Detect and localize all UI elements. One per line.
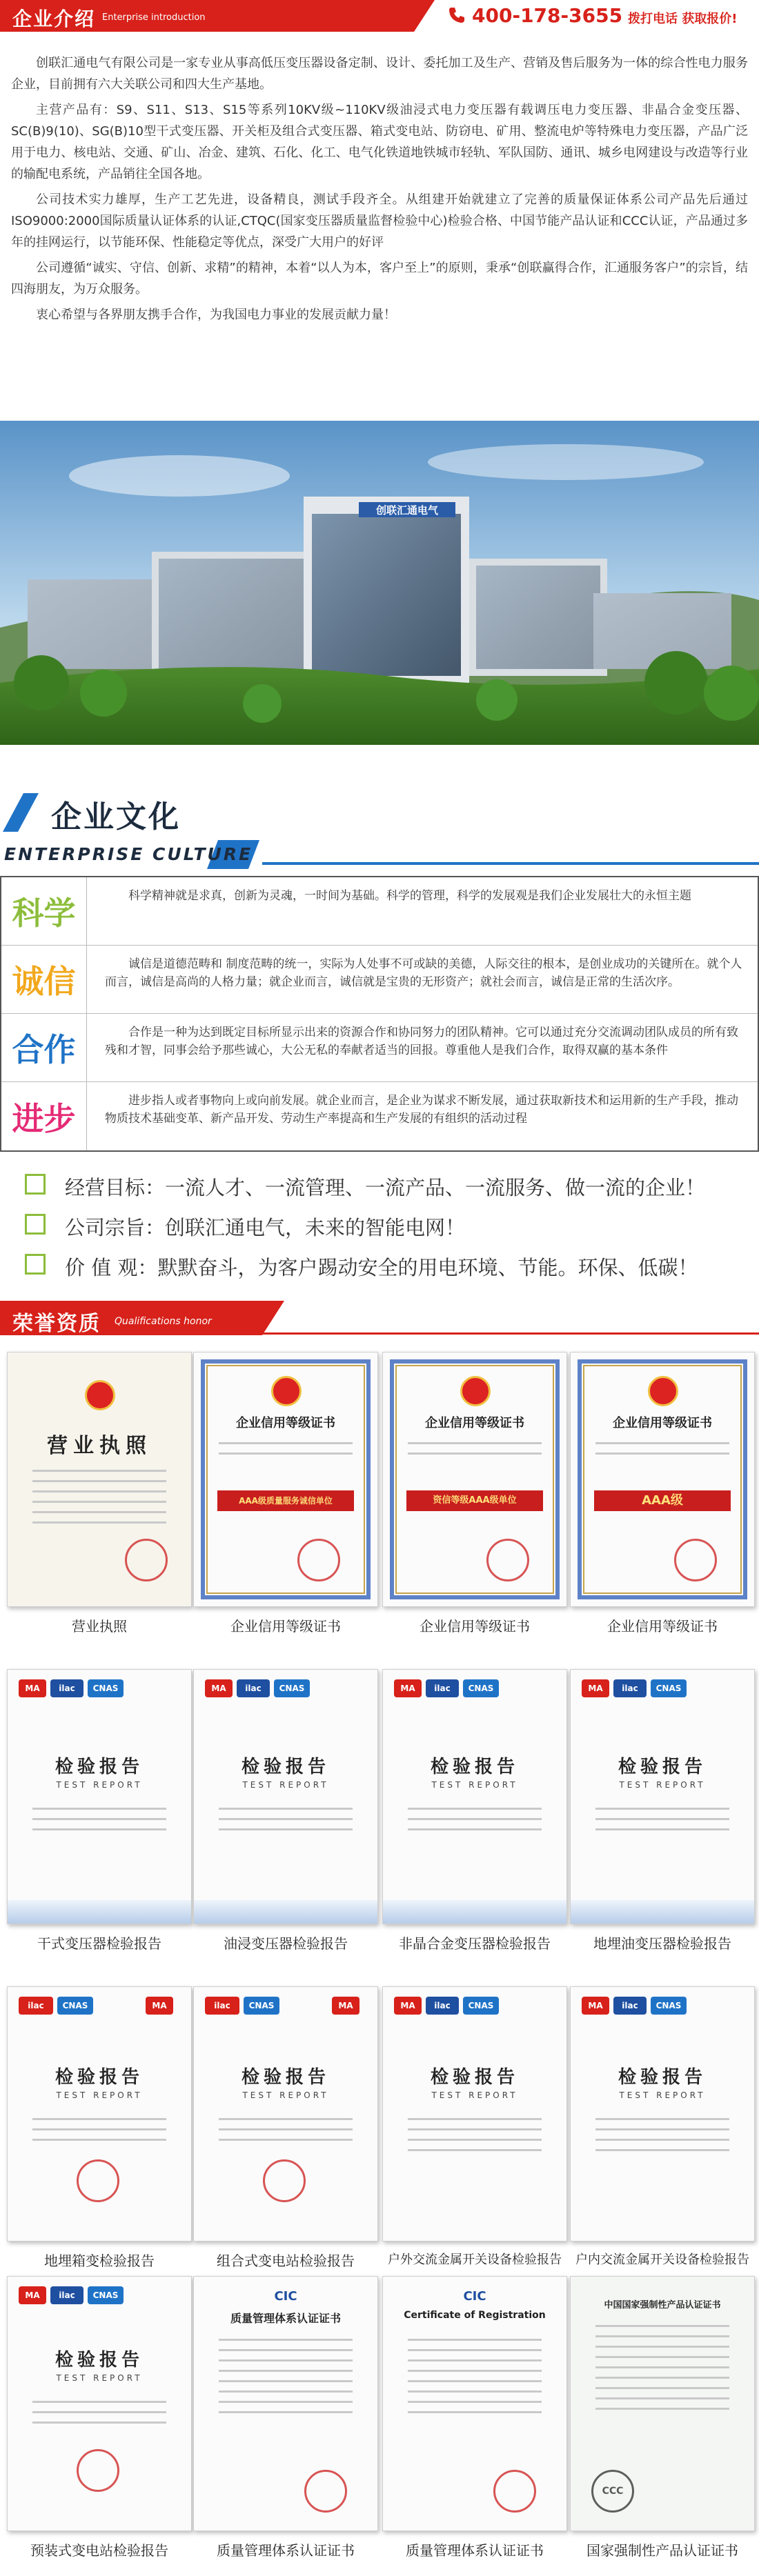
culture-row-progress — [1, 1082, 758, 1150]
culture-label: 合作 — [1, 1014, 87, 1081]
company-goals — [25, 1167, 742, 1287]
culture-label: 进步 — [1, 1082, 87, 1150]
emblem-icon — [460, 1376, 491, 1406]
ma-logo-icon: MA — [582, 1679, 609, 1697]
intro-paragraph: 衷心希望与各界朋友携手合作，为我国电力事业的发展贡献力量！ — [36, 308, 396, 322]
section-subtitle: Enterprise introduction — [102, 12, 206, 23]
honors-title: 荣誉资质 — [12, 1312, 101, 1336]
culture-title-mark-icon — [3, 793, 39, 832]
ma-logo-icon: MA — [582, 1997, 609, 2015]
ilac-mra-logo-icon: ilac — [205, 1997, 239, 2015]
certificate-test-report[interactable]: ilac CNAS MA 检验报告 TEST REPORT 地埋箱变检验报告 — [7, 1986, 192, 2241]
emblem-icon — [271, 1376, 302, 1406]
culture-description: 诚信是道德范畴和 制度范畴的统一，实际为人处事不可或缺的美德，人际交往的根本，是创业成功的关键所在。就个人而言，诚信是高尚的人格力量；就企业而言，诚信就是宝贵的无形资产；就社会而言，诚信是正常的生活次序。 — [105, 957, 742, 989]
certificate-credit-rating[interactable]: 企业信用等级证书 AAA级质量服务诚信单位 企业信用等级证书 — [193, 1352, 378, 1607]
certificate-test-report[interactable]: MA ilac CNAS 检验报告 TEST REPORT 干式变压器检验报告 — [7, 1669, 192, 1924]
culture-table — [0, 876, 759, 1152]
ilac-logo-icon: ilac — [50, 1679, 83, 1697]
cnas-logo-icon: CNAS — [244, 1997, 279, 2015]
ilac-logo-icon: ilac — [426, 1679, 459, 1697]
goal-text: 经营目标：一流人才、一流管理、一流产品、一流服务、做一流的企业！ — [65, 1176, 706, 1199]
ilac-logo-icon: ilac — [613, 1679, 647, 1697]
certificate-quality-system[interactable]: CIC 质量管理体系认证证书 质量管理体系认证证书 — [193, 2276, 378, 2531]
ma-logo-icon: MA — [394, 1997, 422, 2015]
honors-divider — [262, 1332, 759, 1335]
culture-description: 科学精神就是求真，创新为灵魂，一时间为基础。科学的管理，科学的发展观是我们企业发展壮大的永恒主题 — [128, 889, 691, 903]
certificate-caption: 干式变压器检验报告 — [37, 1935, 161, 1952]
ma-logo-icon: MA — [19, 1679, 46, 1697]
ma-logo-icon: MA — [332, 1997, 359, 2015]
culture-description: 合作是一种为达到既定目标所显示出来的资源合作和协同努力的团队精神。它可以通过充分交流调动团队成员的所有致残和才智，同事会给予那些诚心，大公无私的奉献者适当的回报。尊重他人是我们合作，取得双赢的基本条件 — [105, 1026, 738, 1057]
official-stamp-icon — [77, 2159, 119, 2202]
certificate-caption: 质量管理体系认证证书 — [217, 2542, 355, 2559]
certificate-credit-rating[interactable]: 企业信用等级证书 资信等级AAA级单位 企业信用等级证书 — [382, 1352, 567, 1607]
culture-row-cooperation — [1, 1014, 758, 1082]
section-title: 企业介绍 — [12, 8, 96, 30]
official-stamp-icon — [125, 1539, 168, 1581]
certificate-test-report[interactable]: MA ilac CNAS 检验报告 TEST REPORT 户内交流金属开关设备检验报告 — [570, 1986, 755, 2241]
certificate-caption: 地埋油变压器检验报告 — [593, 1935, 731, 1952]
honors-subtitle: Qualifications honor — [115, 1316, 212, 1327]
ma-logo-icon: MA — [394, 1679, 422, 1697]
culture-row-integrity — [1, 946, 758, 1014]
certificate-caption: 户外交流金属开关设备检验报告 — [388, 2253, 562, 2267]
culture-subtitle: ENTERPRISE CULTURE — [4, 844, 253, 864]
phone-icon — [447, 6, 466, 25]
certificate-caption: 企业信用等级证书 — [230, 1618, 341, 1635]
checkbox-icon — [25, 1214, 46, 1235]
ma-logo-icon: MA — [19, 2286, 46, 2304]
ma-logo-icon: MA — [205, 1679, 233, 1697]
certificate-caption: 预装式变电站检验报告 — [30, 2542, 168, 2559]
cnas-logo-icon: CNAS — [88, 2286, 124, 2304]
certificate-credit-rating[interactable]: 企业信用等级证书 AAA级 企业信用等级证书 — [570, 1352, 755, 1607]
building-sign: 创联汇通电气 — [375, 504, 439, 517]
cnas-logo-icon: CNAS — [463, 1997, 499, 2015]
culture-title: 企业文化 — [51, 799, 181, 835]
certificate-caption: 非晶合金变压器检验报告 — [399, 1935, 551, 1952]
intro-text — [0, 32, 759, 326]
culture-description: 进步指人或者事物向上或向前发展。就企业而言，是企业为谋求不断发展，通过获取新技术和运用新的生产手段，推动物质技术基础变革、新产品开发、劳动生产率提高和生产发展的有组织的活动过程 — [105, 1094, 738, 1126]
certificate-test-report[interactable]: MA ilac CNAS 检验报告 TEST REPORT 预装式变电站检验报告 — [7, 2276, 192, 2531]
cnas-logo-icon: CNAS — [651, 1679, 687, 1697]
culture-header — [0, 788, 759, 869]
ma-logo-icon: MA — [146, 1997, 173, 2015]
official-stamp-icon — [493, 2470, 536, 2513]
emblem-icon — [648, 1376, 678, 1406]
certificate-caption: 油浸变压器检验报告 — [224, 1935, 348, 1952]
official-stamp-icon — [77, 2449, 119, 2492]
certificate-ccc[interactable]: 中国国家强制性产品认证证书 CCC 国家强制性产品认证证书 — [570, 2276, 755, 2531]
certificate-test-report[interactable]: MA ilac CNAS 检验报告 TEST REPORT 油浸变压器检验报告 — [193, 1669, 378, 1924]
ilac-logo-icon: ilac — [426, 1997, 459, 2015]
checkbox-icon — [25, 1254, 46, 1275]
goal-item — [25, 1207, 742, 1247]
goal-item — [25, 1167, 742, 1207]
cnas-logo-icon: CNAS — [651, 1997, 687, 2015]
official-stamp-icon — [674, 1539, 717, 1581]
certificate-caption: 国家强制性产品认证证书 — [586, 2542, 738, 2559]
certificate-caption: 企业信用等级证书 — [420, 1618, 530, 1635]
culture-row-science — [1, 877, 758, 946]
certificate-caption: 营业执照 — [72, 1618, 127, 1635]
ilac-logo-icon: ilac — [50, 2286, 83, 2304]
certificate-caption: 质量管理体系认证证书 — [406, 2542, 544, 2559]
certificate-caption: 组合式变电站检验报告 — [217, 2253, 355, 2269]
certificate-caption: 地埋箱变检验报告 — [44, 2253, 155, 2269]
page-header — [0, 0, 759, 32]
ccc-mark-icon: CCC — [591, 2470, 634, 2513]
certificate-caption: 企业信用等级证书 — [607, 1618, 718, 1635]
ilac-logo-icon: ilac — [613, 1997, 647, 2015]
ilac-mra-logo-icon: ilac — [19, 1997, 53, 2015]
official-stamp-icon — [263, 2159, 306, 2202]
national-emblem-icon — [85, 1380, 115, 1410]
cnas-logo-icon: CNAS — [57, 1997, 93, 2015]
intro-paragraph: 主营产品有：S9、S11、S13、S15等系列10KV级~110KV级油浸式电力变压器有载调压电力变压器、非晶合金变压器、SC(B)9(10)、SG(B)10型干式变压器、开关柜及组合式变压器、箱式变电站、防窃电、矿用、整流电炉等特殊电力变压器，产品广泛用于电力、核电站、交通、矿山、冶金、建筑、石化、化工、电气化铁道地铁城市轻轨、军队国防、通讯、城乡电网建设与改造等行业的输配电系统，产品销往全国各地。 — [11, 103, 748, 181]
official-stamp-icon — [304, 2470, 347, 2513]
goal-item — [25, 1247, 742, 1287]
intro-paragraph: 公司遵循“诚实、守信、创新、求精”的精神，本着“以人为本，客户至上”的原则，秉承“创联赢得合作，汇通服务客户”的宗旨，结四海朋友，为万众服务。 — [11, 261, 748, 297]
certificate-business-license[interactable]: 营业执照 营业执照 — [7, 1352, 192, 1607]
cnas-logo-icon: CNAS — [463, 1679, 499, 1697]
certificate-test-report[interactable]: MA ilac CNAS 检验报告 TEST REPORT 户外交流金属开关设备检验报告 — [382, 1986, 567, 2241]
certificate-test-report[interactable]: ilac CNAS MA 检验报告 TEST REPORT 组合式变电站检验报告 — [193, 1986, 378, 2241]
certificate-test-report[interactable]: MA ilac CNAS 检验报告 TEST REPORT 非晶合金变压器检验报告 — [382, 1669, 567, 1924]
cnas-logo-icon: CNAS — [274, 1679, 310, 1697]
certificate-test-report[interactable]: MA ilac CNAS 检验报告 TEST REPORT 地埋油变压器检验报告 — [570, 1669, 755, 1924]
culture-label: 科学 — [1, 877, 87, 945]
honors-header — [0, 1301, 759, 1335]
culture-underline-icon — [207, 828, 759, 869]
phone-number[interactable]: 400-178-3655 — [472, 4, 623, 27]
culture-label: 诚信 — [1, 946, 87, 1013]
certificate-quality-system[interactable]: CIC Certificate of Registration 质量管理体系认证证书 — [382, 2276, 567, 2531]
intro-paragraph: 创联汇通电气有限公司是一家专业从事高低压变压器设备定制、设计、委托加工及生产、营销及售后服务为一体的综合性电力服务企业，目前拥有六大关联公司和四大生产基地。 — [11, 56, 748, 92]
goal-text: 价 值 观：默默奋斗，为客户踢动安全的用电环境、节能。环保、低碳！ — [65, 1256, 698, 1279]
official-stamp-icon — [297, 1539, 340, 1581]
ilac-logo-icon: ilac — [237, 1679, 270, 1697]
company-building-photo — [0, 421, 759, 745]
cnas-logo-icon: CNAS — [88, 1679, 124, 1697]
checkbox-icon — [25, 1174, 46, 1195]
intro-paragraph: 公司技术实力雄厚，生产工艺先进，设备精良，测试手段齐全。从组建开始就建立了完善的质量保证体系公司产品先后通过ISO9000:2000国际质量认证体系的认证,CTQC(国家变压器质量监督检验中心)检验合格、中国节能产品认证和CCC认证，产品通过多年的挂网运行，以节能环保、性能稳定等优点，深受广大用户的好评 — [11, 192, 748, 250]
phone-call-hint[interactable]: 拨打电话 获取报价! — [628, 12, 738, 26]
official-stamp-icon — [486, 1539, 529, 1581]
certificate-caption: 户内交流金属开关设备检验报告 — [575, 2253, 749, 2267]
goal-text: 公司宗旨：创联汇通电气，未来的智能电网！ — [65, 1216, 466, 1239]
